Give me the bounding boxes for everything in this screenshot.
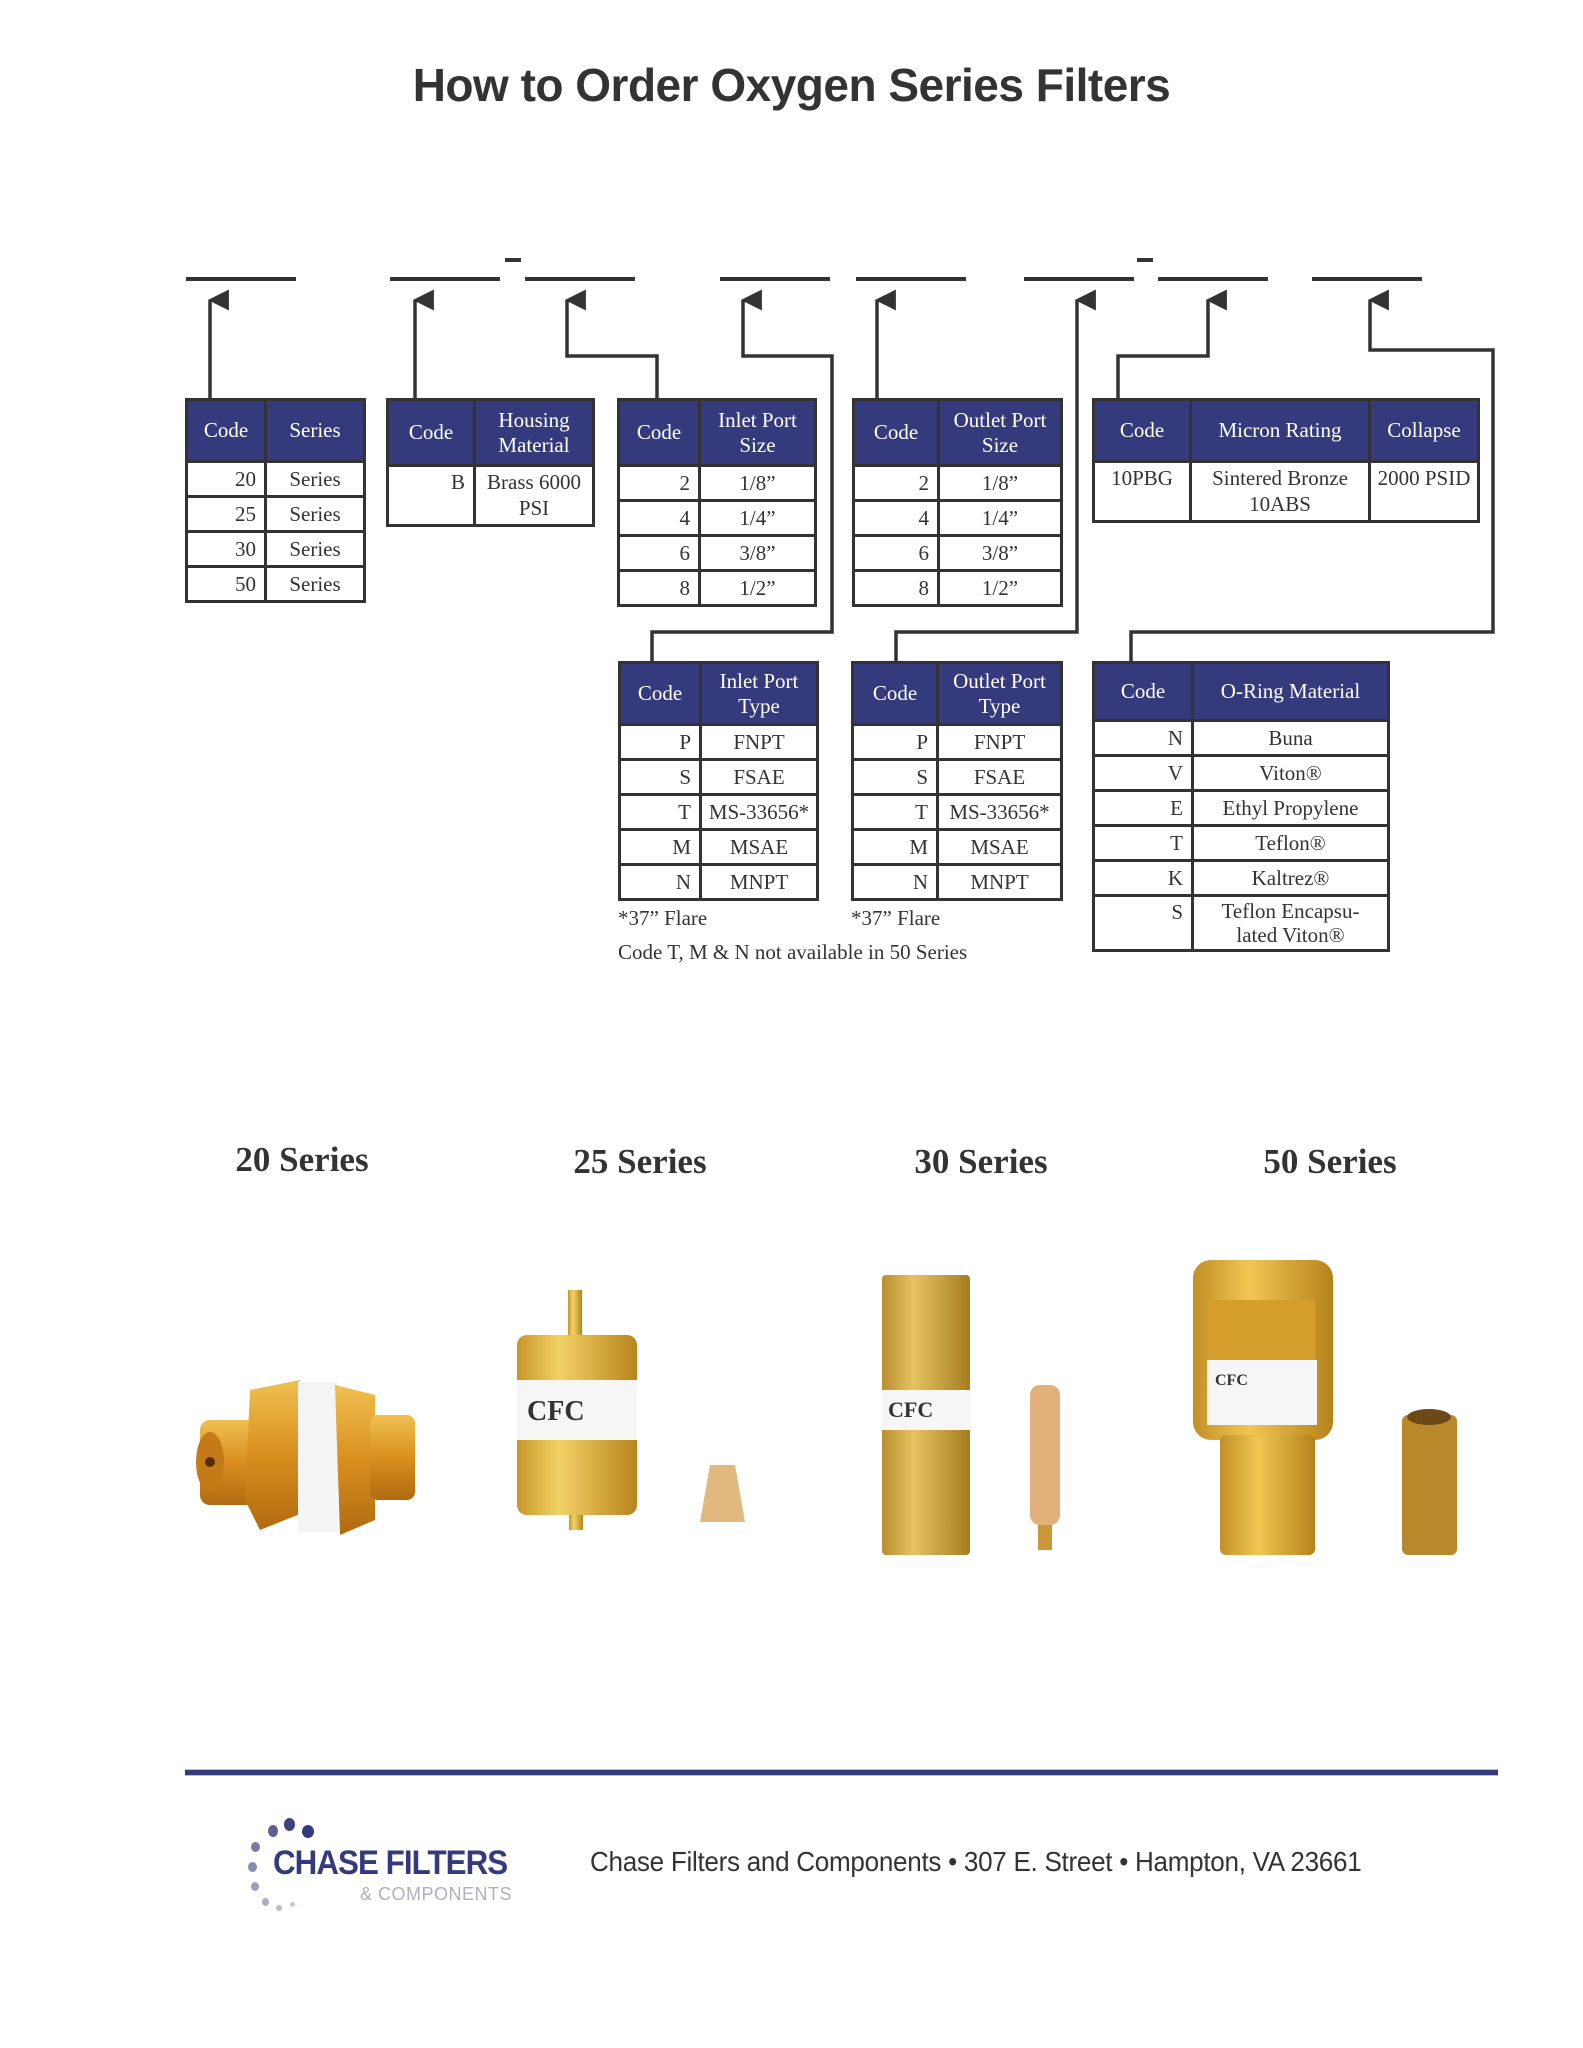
logo-dot-icon: [302, 1825, 314, 1838]
cfc-logo-text: CFC: [888, 1397, 934, 1422]
logo-dot-icon: [251, 1882, 259, 1891]
logo-dot-icon: [284, 1818, 295, 1831]
cfc-logo-text: CFC: [1215, 1372, 1248, 1389]
table-row: V Viton®: [1094, 756, 1389, 791]
cfc-logo-text: CFC: [527, 1396, 585, 1427]
series-label-25: 25 Series: [573, 1142, 707, 1181]
logo-dot-icon: [262, 1898, 269, 1906]
table-row: M MSAE: [853, 830, 1062, 865]
outlet-port-type-table: [851, 661, 1063, 901]
table-row: 2 1/8”: [619, 466, 816, 501]
blank-inlet-type: [720, 277, 830, 281]
company-address: Chase Filters and Components • 307 E. Street • Hampton, VA 23661: [590, 1846, 1362, 1877]
table-row: E Ethyl Propylene: [1094, 791, 1389, 826]
blank-oring: [1312, 277, 1422, 281]
footer-divider: [185, 1770, 1498, 1775]
micron-rating-table: [1092, 398, 1480, 523]
series-label-20: 20 Series: [235, 1140, 369, 1179]
header-code: Code: [854, 400, 939, 466]
blank-housing: [390, 277, 500, 281]
table-row: N MNPT: [620, 865, 818, 900]
header-code: Code: [187, 400, 266, 462]
table-row: N Buna: [1094, 721, 1389, 756]
table-row: B Brass 6000 PSI: [388, 466, 594, 526]
table-row: 25 Series: [187, 497, 365, 532]
logo-wordmark: CHASE FILTERS: [273, 1844, 508, 1882]
header-code: Code: [620, 663, 701, 725]
logo-dot-icon: [268, 1825, 278, 1837]
table-row: 30 Series: [187, 532, 365, 567]
header-code: Code: [853, 663, 938, 725]
inlet-port-size-table: [617, 398, 817, 607]
table-row: T MS-33656*: [620, 795, 818, 830]
header-series: Series: [266, 400, 365, 462]
table-row: 4 1/4”: [619, 501, 816, 536]
table-row: 50 Series: [187, 567, 365, 602]
table-row: S FSAE: [620, 760, 818, 795]
blank-micron: [1158, 277, 1268, 281]
table-row: K Kaltrez®: [1094, 861, 1389, 896]
table-row: 6 3/8”: [619, 536, 816, 571]
header-micron-rating: Micron Rating: [1191, 400, 1370, 462]
logo-dot-icon: [276, 1905, 282, 1911]
header-collapse: Collapse: [1370, 400, 1479, 462]
page-title: How to Order Oxygen Series Filters: [412, 59, 1171, 111]
blank-outlet-size: [856, 277, 966, 281]
header-housing-material: Housing Material: [475, 400, 594, 466]
table-row: 8 1/2”: [854, 571, 1062, 606]
table-row: N MNPT: [853, 865, 1062, 900]
product-image-25-series: [505, 1290, 805, 1530]
table-row: 2 1/8”: [854, 466, 1062, 501]
logo-subtitle: & COMPONENTS: [360, 1884, 513, 1904]
product-image-20-series: [190, 1370, 450, 1540]
series-label-50: 50 Series: [1263, 1142, 1397, 1181]
table-row: P FNPT: [620, 725, 818, 760]
table-row: 20 Series: [187, 462, 365, 497]
table-row: M MSAE: [620, 830, 818, 865]
inlet-port-type-table: [618, 661, 819, 901]
header-code: Code: [619, 400, 700, 466]
header-code: Code: [1094, 663, 1193, 721]
logo-dot-icon: [248, 1862, 257, 1872]
series-label-30: 30 Series: [914, 1142, 1048, 1181]
table-row: P FNPT: [853, 725, 1062, 760]
header-oring-material: O-Ring Material: [1193, 663, 1389, 721]
oring-material-table: [1092, 661, 1390, 952]
header-outlet-port-type: Outlet Port Type: [938, 663, 1062, 725]
separator-dash: [505, 258, 521, 262]
table-row: T MS-33656*: [853, 795, 1062, 830]
header-code: Code: [388, 400, 475, 466]
separator-dash: [1137, 258, 1153, 262]
logo-dot-icon: [251, 1842, 260, 1852]
outlet-flare-note: *37” Flare: [851, 906, 941, 930]
table-row: 4 1/4”: [854, 501, 1062, 536]
blank-inlet-size: [525, 277, 635, 281]
housing-material-table: [386, 398, 595, 527]
blank-series: [186, 277, 296, 281]
header-inlet-port-type: Inlet Port Type: [701, 663, 818, 725]
table-row: 10PBG Sintered Bronze 10ABS 2000 PSID: [1094, 462, 1479, 522]
product-image-30-series: [880, 1275, 1090, 1560]
header-inlet-port-size: Inlet Port Size: [700, 400, 816, 466]
logo-dot-icon: [290, 1902, 295, 1907]
blank-outlet-type: [1024, 277, 1134, 281]
table-row: S FSAE: [853, 760, 1062, 795]
outlet-port-size-table: [852, 398, 1063, 607]
table-row: S Teflon Encapsu-lated Viton®: [1094, 896, 1389, 951]
table-row: 8 1/2”: [619, 571, 816, 606]
product-image-50-series: [1190, 1260, 1480, 1565]
table-row: T Teflon®: [1094, 826, 1389, 861]
series-table: [185, 398, 366, 603]
availability-note: Code T, M & N not available in 50 Series: [618, 940, 968, 964]
chase-filters-logo: [240, 1810, 540, 1910]
header-code: Code: [1094, 400, 1191, 462]
table-row: 6 3/8”: [854, 536, 1062, 571]
header-outlet-port-size: Outlet Port Size: [939, 400, 1062, 466]
inlet-flare-note: *37” Flare: [618, 906, 708, 930]
